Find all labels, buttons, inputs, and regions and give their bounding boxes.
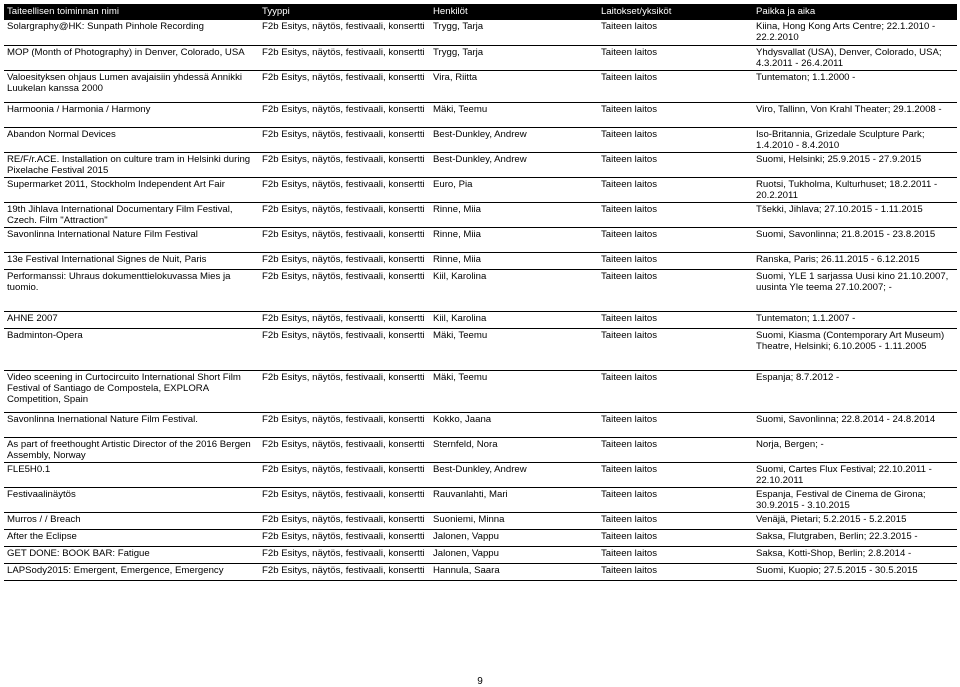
cell-name: Murros / / Breach <box>4 512 259 529</box>
cell-persons: Mäki, Teemu <box>430 102 598 127</box>
cell-name: Video sceening in Curtocircuito International Short Film Festival of Santiago de Compostela, EXPLORA Competition, Spain <box>4 370 259 412</box>
cell-persons: Jalonen, Vappu <box>430 546 598 563</box>
cell-name: Supermarket 2011, Stockholm Independent Art Fair <box>4 177 259 202</box>
cell-type: F2b Esitys, näytös, festivaali, konsertti <box>259 45 430 70</box>
cell-units: Taiteen laitos <box>598 412 753 437</box>
cell-units: Taiteen laitos <box>598 370 753 412</box>
cell-persons: Kiil, Karolina <box>430 311 598 328</box>
table-row <box>4 311 957 328</box>
table-row <box>4 227 957 252</box>
cell-persons: Jalonen, Vappu <box>430 529 598 546</box>
cell-persons: Trygg, Tarja <box>430 20 598 45</box>
cell-units: Taiteen laitos <box>598 202 753 227</box>
cell-place-time: Yhdysvallat (USA), Denver, Colorado, USA; 4.3.2011 - 26.4.2011 <box>753 45 957 70</box>
cell-place-time: Espanja, Festival de Cinema de Girona; 30.9.2015 - 3.10.2015 <box>753 487 957 512</box>
cell-units: Taiteen laitos <box>598 311 753 328</box>
cell-name: Abandon Normal Devices <box>4 127 259 152</box>
cell-persons: Mäki, Teemu <box>430 328 598 370</box>
cell-persons: Euro, Pia <box>430 177 598 202</box>
cell-place-time: Suomi, Kuopio; 27.5.2015 - 30.5.2015 <box>753 563 957 580</box>
cell-type: F2b Esitys, näytös, festivaali, konsertti <box>259 102 430 127</box>
header-persons: Henkilöt <box>430 4 598 20</box>
cell-persons: Trygg, Tarja <box>430 45 598 70</box>
cell-type: F2b Esitys, näytös, festivaali, konsertti <box>259 202 430 227</box>
cell-units: Taiteen laitos <box>598 437 753 462</box>
table-row <box>4 20 957 45</box>
cell-units: Taiteen laitos <box>598 462 753 487</box>
table-row <box>4 563 957 580</box>
cell-place-time: Kiina, Hong Kong Arts Centre; 22.1.2010 - 22.2.2010 <box>753 20 957 45</box>
cell-persons: Rinne, Miia <box>430 202 598 227</box>
cell-units: Taiteen laitos <box>598 252 753 269</box>
table-row <box>4 328 957 370</box>
cell-place-time: Suomi, YLE 1 sarjassa Uusi kino 21.10.2007, uusinta Yle teema 27.10.2007; - <box>753 269 957 311</box>
cell-name: Badminton-Opera <box>4 328 259 370</box>
cell-place-time: Tuntematon; 1.1.2007 - <box>753 311 957 328</box>
cell-place-time: Suomi, Helsinki; 25.9.2015 - 27.9.2015 <box>753 152 957 177</box>
cell-units: Taiteen laitos <box>598 102 753 127</box>
table-row <box>4 370 957 412</box>
cell-name: Performanssi: Uhraus dokumenttielokuvassa Mies ja tuomio. <box>4 269 259 311</box>
cell-type: F2b Esitys, näytös, festivaali, konsertti <box>259 311 430 328</box>
cell-units: Taiteen laitos <box>598 529 753 546</box>
header-name: Taiteellisen toiminnan nimi <box>4 4 259 20</box>
cell-name: MOP (Month of Photography) in Denver, Colorado, USA <box>4 45 259 70</box>
cell-type: F2b Esitys, näytös, festivaali, konsertti <box>259 177 430 202</box>
cell-type: F2b Esitys, näytös, festivaali, konsertti <box>259 70 430 102</box>
cell-units: Taiteen laitos <box>598 563 753 580</box>
table-row <box>4 45 957 70</box>
table-row <box>4 529 957 546</box>
cell-type: F2b Esitys, näytös, festivaali, konsertti <box>259 328 430 370</box>
cell-name: Savonlinna International Nature Film Festival <box>4 227 259 252</box>
cell-place-time: Suomi, Kiasma (Contemporary Art Museum) Theatre, Helsinki; 6.10.2005 - 1.11.2005 <box>753 328 957 370</box>
cell-persons: Mäki, Teemu <box>430 370 598 412</box>
cell-persons: Best-Dunkley, Andrew <box>430 152 598 177</box>
cell-name: FLE5H0.1 <box>4 462 259 487</box>
cell-units: Taiteen laitos <box>598 177 753 202</box>
cell-units: Taiteen laitos <box>598 20 753 45</box>
cell-type: F2b Esitys, näytös, festivaali, konsertti <box>259 487 430 512</box>
cell-type: F2b Esitys, näytös, festivaali, konsertti <box>259 152 430 177</box>
cell-name: LAPSody2015: Emergent, Emergence, Emergency <box>4 563 259 580</box>
cell-units: Taiteen laitos <box>598 127 753 152</box>
cell-place-time: Suomi, Cartes Flux Festival; 22.10.2011 - 22.10.2011 <box>753 462 957 487</box>
header-place-time: Paikka ja aika <box>753 4 957 20</box>
activities-table <box>4 4 957 581</box>
cell-type: F2b Esitys, näytös, festivaali, konsertti <box>259 529 430 546</box>
table-row <box>4 462 957 487</box>
page-number: 9 <box>477 676 483 687</box>
cell-type: F2b Esitys, näytös, festivaali, konsertti <box>259 227 430 252</box>
cell-place-time: Suomi, Savonlinna; 22.8.2014 - 24.8.2014 <box>753 412 957 437</box>
table-row <box>4 177 957 202</box>
cell-units: Taiteen laitos <box>598 152 753 177</box>
cell-persons: Rinne, Miia <box>430 227 598 252</box>
cell-place-time: Norja, Bergen; - <box>753 437 957 462</box>
cell-place-time: Tuntematon; 1.1.2000 - <box>753 70 957 102</box>
cell-type: F2b Esitys, näytös, festivaali, konsertti <box>259 269 430 311</box>
cell-persons: Sternfeld, Nora <box>430 437 598 462</box>
cell-units: Taiteen laitos <box>598 45 753 70</box>
cell-units: Taiteen laitos <box>598 546 753 563</box>
cell-name: RE/F/r.ACE. Installation on culture tram in Helsinki during Pixelache Festival 2015 <box>4 152 259 177</box>
cell-persons: Hannula, Saara <box>430 563 598 580</box>
table-header-row <box>4 4 957 20</box>
table-row <box>4 102 957 127</box>
table-row <box>4 487 957 512</box>
table-row <box>4 437 957 462</box>
cell-type: F2b Esitys, näytös, festivaali, konsertti <box>259 462 430 487</box>
cell-type: F2b Esitys, näytös, festivaali, konsertti <box>259 127 430 152</box>
header-units: Laitokset/yksiköt <box>598 4 753 20</box>
cell-type: F2b Esitys, näytös, festivaali, konsertti <box>259 252 430 269</box>
cell-name: 13e Festival International Signes de Nuit, Paris <box>4 252 259 269</box>
cell-units: Taiteen laitos <box>598 512 753 529</box>
cell-units: Taiteen laitos <box>598 328 753 370</box>
table-row <box>4 70 957 102</box>
cell-name: 19th Jihlava International Documentary Film Festival, Czech. Film "Attraction" <box>4 202 259 227</box>
cell-type: F2b Esitys, näytös, festivaali, konsertti <box>259 370 430 412</box>
cell-name: After the Eclipse <box>4 529 259 546</box>
cell-persons: Best-Dunkley, Andrew <box>430 462 598 487</box>
cell-type: F2b Esitys, näytös, festivaali, konsertti <box>259 20 430 45</box>
cell-name: Solargraphy@HK: Sunpath Pinhole Recording <box>4 20 259 45</box>
table-row <box>4 269 957 311</box>
cell-persons: Vira, Riitta <box>430 70 598 102</box>
cell-persons: Suoniemi, Minna <box>430 512 598 529</box>
table-row <box>4 152 957 177</box>
cell-place-time: Saksa, Kotti-Shop, Berlin; 2.8.2014 - <box>753 546 957 563</box>
cell-place-time: Viro, Tallinn, Von Krahl Theater; 29.1.2008 - <box>753 102 957 127</box>
cell-name: Festivaalinäytös <box>4 487 259 512</box>
cell-type: F2b Esitys, näytös, festivaali, konsertti <box>259 563 430 580</box>
table-row <box>4 546 957 563</box>
cell-units: Taiteen laitos <box>598 487 753 512</box>
cell-units: Taiteen laitos <box>598 70 753 102</box>
cell-type: F2b Esitys, näytös, festivaali, konsertti <box>259 546 430 563</box>
cell-type: F2b Esitys, näytös, festivaali, konsertti <box>259 437 430 462</box>
cell-units: Taiteen laitos <box>598 227 753 252</box>
cell-type: F2b Esitys, näytös, festivaali, konsertti <box>259 412 430 437</box>
table-row <box>4 252 957 269</box>
cell-units: Taiteen laitos <box>598 269 753 311</box>
table-row <box>4 127 957 152</box>
table-row <box>4 512 957 529</box>
cell-persons: Kokko, Jaana <box>430 412 598 437</box>
cell-place-time: Espanja; 8.7.2012 - <box>753 370 957 412</box>
cell-place-time: Ruotsi, Tukholma, Kulturhuset; 18.2.2011 - 20.2.2011 <box>753 177 957 202</box>
cell-name: GET DONE: BOOK BAR: Fatigue <box>4 546 259 563</box>
cell-name: Savonlinna Inernational Nature Film Festival. <box>4 412 259 437</box>
cell-name: As part of freethought Artistic Director of the 2016 Bergen Assembly, Norway <box>4 437 259 462</box>
cell-persons: Rauvanlahti, Mari <box>430 487 598 512</box>
table-row <box>4 412 957 437</box>
cell-name: AHNE 2007 <box>4 311 259 328</box>
cell-place-time: Venäjä, Pietari; 5.2.2015 - 5.2.2015 <box>753 512 957 529</box>
cell-place-time: Saksa, Flutgraben, Berlin; 22.3.2015 - <box>753 529 957 546</box>
cell-persons: Kiil, Karolina <box>430 269 598 311</box>
table-row <box>4 202 957 227</box>
cell-name: Harmoonia / Harmonia / Harmony <box>4 102 259 127</box>
cell-place-time: Suomi, Savonlinna; 21.8.2015 - 23.8.2015 <box>753 227 957 252</box>
cell-persons: Rinne, Miia <box>430 252 598 269</box>
cell-persons: Best-Dunkley, Andrew <box>430 127 598 152</box>
header-type: Tyyppi <box>259 4 430 20</box>
cell-name: Valoesityksen ohjaus Lumen avajaisiin yhdessä Annikki Luukelan kanssa 2000 <box>4 70 259 102</box>
cell-place-time: Ranska, Paris; 26.11.2015 - 6.12.2015 <box>753 252 957 269</box>
cell-place-time: Tšekki, Jihlava; 27.10.2015 - 1.11.2015 <box>753 202 957 227</box>
cell-place-time: Iso-Britannia, Grizedale Sculpture Park; 1.4.2010 - 8.4.2010 <box>753 127 957 152</box>
cell-type: F2b Esitys, näytös, festivaali, konsertti <box>259 512 430 529</box>
